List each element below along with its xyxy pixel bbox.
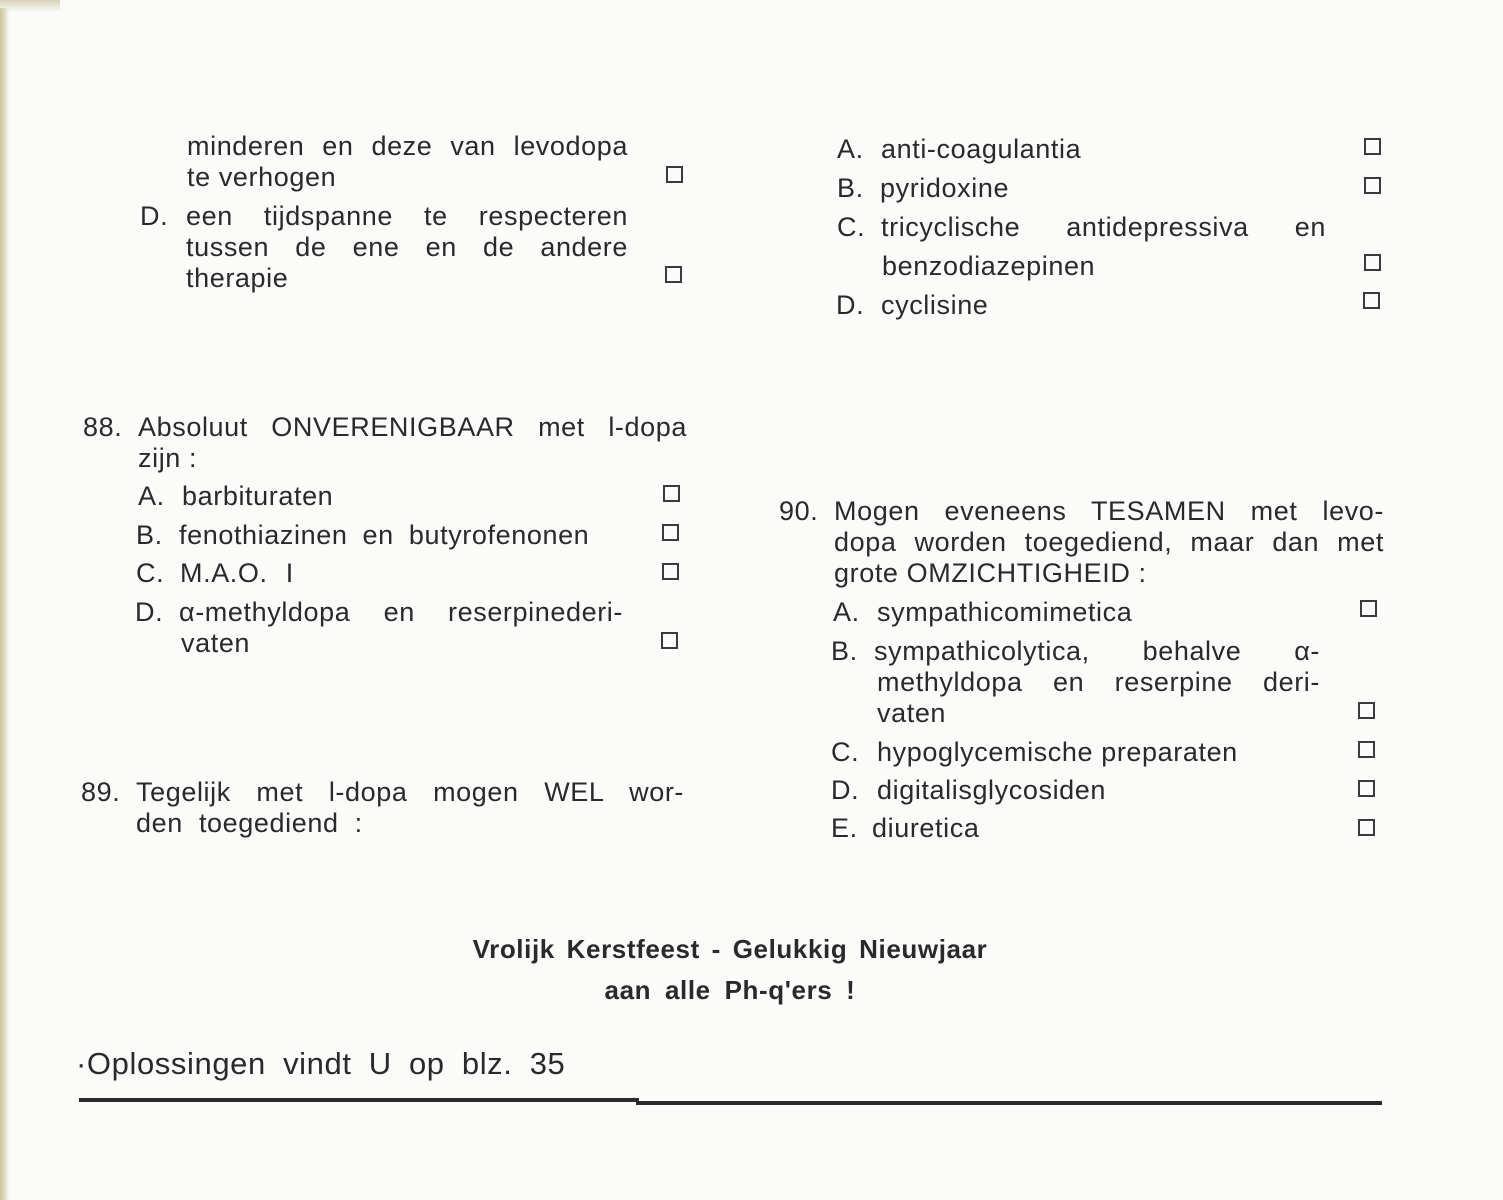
question-text: grote OMZICHTIGHEID : [834, 558, 1147, 588]
answer-checkbox[interactable] [1358, 702, 1375, 719]
answer-checkbox[interactable] [665, 266, 682, 283]
answer-checkbox[interactable] [662, 524, 679, 541]
option-letter: A. [138, 481, 165, 511]
answer-checkbox[interactable] [666, 166, 683, 183]
option-letter: A. [837, 134, 864, 164]
option-letter: D. [135, 597, 164, 627]
option-letter: D. [140, 201, 169, 231]
option-letter: B. [136, 520, 163, 550]
option-letter: C. [136, 558, 165, 588]
answer-checkbox[interactable] [1364, 177, 1381, 194]
option-letter: D. [831, 775, 860, 805]
option-text: M.A.O. I [180, 558, 294, 588]
option-text: vaten [877, 698, 947, 728]
question-text: dopa worden toegediend, maar dan met [834, 527, 1384, 557]
answer-checkbox[interactable] [1360, 600, 1377, 617]
option-text: sympathicomimetica [877, 597, 1133, 627]
option-letter: C. [831, 737, 860, 767]
answer-checkbox[interactable] [661, 632, 678, 649]
page-corner [0, 0, 60, 12]
option-letter: A. [833, 597, 860, 627]
option-letter: B. [831, 636, 858, 666]
question-number: 88. [83, 412, 123, 442]
option-letter: D. [836, 290, 865, 320]
footer-rule [79, 1098, 639, 1102]
option-text: hypoglycemische preparaten [877, 737, 1238, 767]
answer-checkbox[interactable] [1363, 292, 1380, 309]
question-text: Mogen eveneens TESAMEN met levo- [834, 496, 1384, 526]
answer-checkbox[interactable] [1364, 138, 1381, 155]
page-edge [0, 8, 9, 1200]
answer-checkbox[interactable] [663, 485, 680, 502]
option-text: α-methyldopa en reserpinederi- [179, 597, 623, 627]
option-text: vaten [181, 628, 251, 658]
option-text: cyclisine [881, 290, 989, 320]
option-text: barbituraten [182, 481, 334, 511]
footer-rule [636, 1101, 1382, 1105]
answer-checkbox[interactable] [1358, 819, 1375, 836]
question-text: zijn : [138, 443, 198, 473]
answer-checkbox[interactable] [1358, 741, 1375, 758]
question-text: Tegelijk met l-dopa mogen WEL wor- [136, 777, 684, 807]
option-letter: C. [837, 212, 866, 242]
option-text: pyridoxine [880, 173, 1010, 203]
question-text: den toegediend : [136, 808, 363, 838]
option-text: digitalisglycosiden [877, 775, 1107, 805]
answer-checkbox[interactable] [1358, 780, 1375, 797]
option-text: fenothiazinen en butyrofenonen [179, 520, 590, 550]
option-text: therapie [186, 263, 289, 293]
option-text: methyldopa en reserpine deri- [877, 667, 1320, 697]
cont-line-2: te verhogen [187, 162, 337, 192]
cont-line-1: minderen en deze van levodopa [187, 131, 628, 161]
greeting-line-2: aan alle Ph-q'ers ! [604, 975, 856, 1005]
answer-checkbox[interactable] [662, 563, 679, 580]
option-text: anti-coagulantia [881, 134, 1082, 164]
option-text: sympathicolytica, behalve α- [874, 636, 1320, 666]
option-letter: B. [837, 173, 864, 203]
option-text: diuretica [872, 813, 980, 843]
question-number: 90. [779, 496, 819, 526]
greeting-line-1: Vrolijk Kerstfeest - Gelukkig Nieuwjaar [472, 934, 988, 964]
option-text: een tijdspanne te respecteren [186, 201, 628, 231]
question-text: Absoluut ONVERENIGBAAR met l-dopa [138, 412, 687, 442]
question-number: 89. [81, 777, 121, 807]
option-letter: E. [831, 813, 858, 843]
answer-checkbox[interactable] [1364, 254, 1381, 271]
solutions-note: ·Oplossingen vindt U op blz. 35 [76, 1046, 566, 1081]
option-text: tricyclische antidepressiva en [881, 212, 1326, 242]
option-text: tussen de ene en de andere [186, 232, 628, 262]
option-text: benzodiazepinen [882, 251, 1096, 281]
